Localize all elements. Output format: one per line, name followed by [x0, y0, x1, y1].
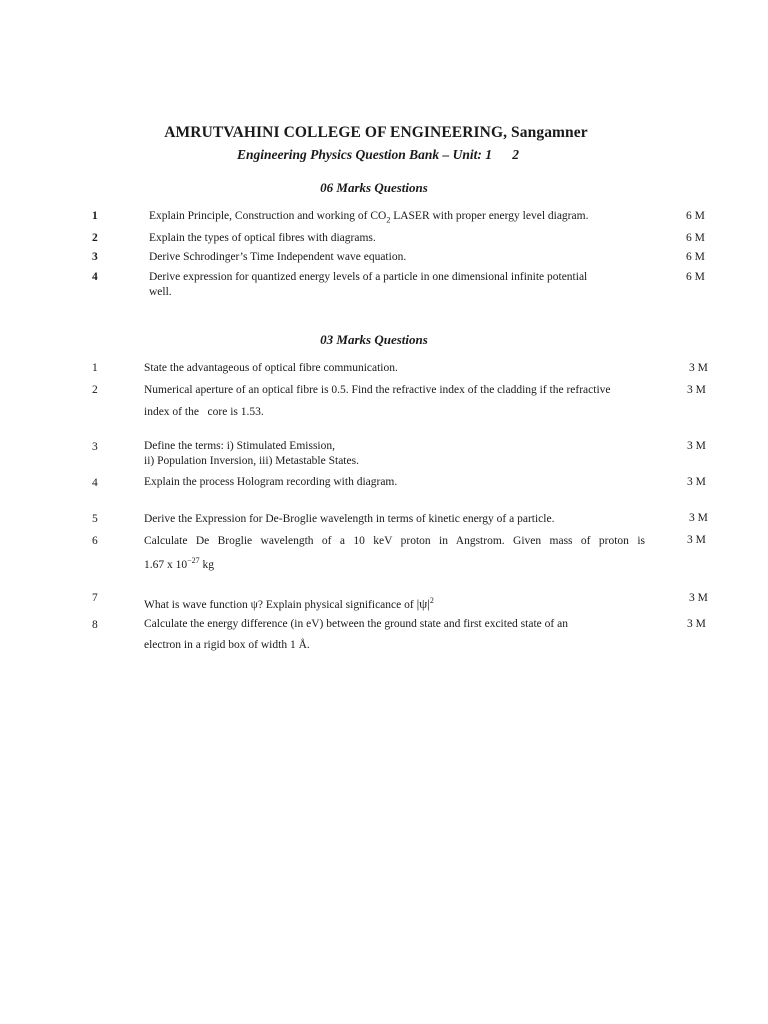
question-number: 3 — [92, 441, 98, 453]
question-marks: 3 M — [687, 440, 706, 452]
question-marks: 6 M — [686, 210, 705, 222]
question-text-line2: ii) Population Inversion, iii) Metastable States. — [144, 455, 359, 467]
question-number: 2 — [92, 232, 98, 244]
question-text-line1: Numerical aperture of an optical fibre is 0.5. Find the refractive index of the cladding if the refractive — [144, 384, 611, 396]
question-marks: 3 M — [689, 512, 708, 524]
question-marks: 3 M — [687, 384, 706, 396]
question-number: 3 — [92, 251, 98, 263]
question-text-line2: well. — [149, 286, 172, 298]
question-number: 4 — [92, 477, 98, 489]
question-marks: 3 M — [687, 534, 706, 546]
question-text: What is wave function ψ? Explain physical significance of $|\psi|^2$ — [144, 596, 434, 611]
question-marks: 6 M — [686, 232, 705, 244]
question-number: 8 — [92, 619, 98, 631]
question-text-line1: Calculate the energy difference (in eV) between the ground state and first excited state of an — [144, 618, 568, 630]
question-text-line2: 1.67 x $10^{-27}$ kg — [144, 556, 215, 571]
question-text: Derive Schrodinger’s Time Independent wave equation. — [149, 251, 407, 263]
question-number: 1 — [92, 362, 98, 374]
college-name: AMRUTVAHINI COLLEGE OF ENGINEERING, Sangamner — [164, 124, 588, 141]
question-text-line1: Calculate De Broglie wavelength of a 10 keV proton in Angstrom. Given mass of proton is — [144, 535, 645, 547]
question-text: Explain the types of optical fibres with diagrams. — [149, 232, 376, 244]
document-subtitle: Engineering Physics Question Bank – Unit: 1 2 — [236, 147, 520, 162]
question-text: Derive the Expression for De-Broglie wavelength in terms of kinetic energy of a particle. — [144, 513, 555, 525]
question-text: Explain the process Hologram recording with diagram. — [144, 476, 398, 488]
question-text: State the advantageous of optical fibre communication. — [144, 362, 398, 374]
question-number: 5 — [92, 513, 98, 525]
question-text-line2: electron in a rigid box of width 1 Å. — [144, 639, 310, 651]
section-3-marks-title: 03 Marks Questions — [320, 332, 428, 347]
question-number: 1 — [92, 210, 98, 222]
question-number: 6 — [92, 535, 98, 547]
question-number: 7 — [92, 592, 98, 604]
question-marks: 3 M — [687, 476, 706, 488]
question-marks: 6 M — [686, 271, 705, 283]
question-number: 2 — [92, 384, 98, 396]
wave-function-formula: |ψ| — [416, 596, 430, 611]
question-number: 4 — [92, 271, 98, 283]
section-6-marks-title: 06 Marks Questions — [320, 180, 428, 195]
question-marks: 3 M — [689, 362, 708, 374]
question-marks: 6 M — [686, 251, 705, 263]
question-marks: 3 M — [689, 592, 708, 604]
question-text-line1: Define the terms: i) Stimulated Emission, — [144, 440, 335, 452]
question-text-line2: index of the core is 1.53. — [144, 406, 264, 418]
question-text-line1: Derive expression for quantized energy levels of a particle in one dimensional infinite potential — [149, 271, 588, 283]
question-text: Explain Principle, Construction and working of $CO_2$ LASER with proper energy level diagram. — [149, 210, 589, 225]
question-marks: 3 M — [687, 618, 706, 630]
